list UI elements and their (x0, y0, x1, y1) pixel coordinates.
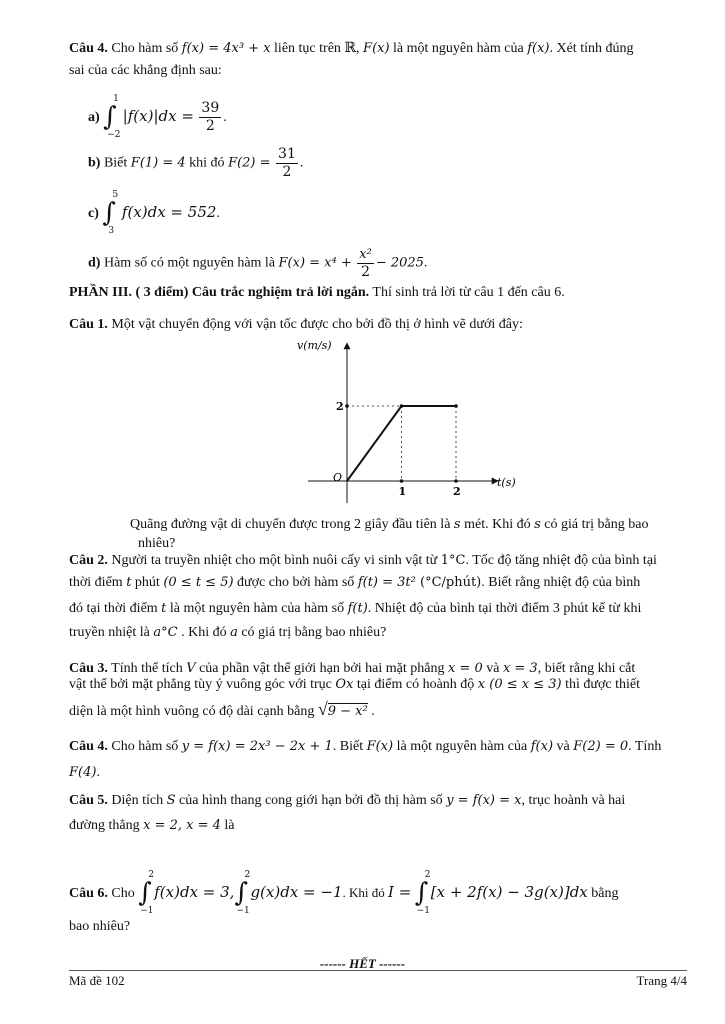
fraction (199, 100, 221, 135)
integral-lower: −1 (416, 906, 431, 916)
statement-label: c) (88, 206, 99, 221)
integral-lower: −2 (107, 130, 121, 140)
p2-text: . Tốc độ tăng nhiệt độ của bình tại (465, 553, 657, 568)
statement-label: a) (88, 110, 100, 125)
end-marker: ------ HẾT ------ (319, 956, 406, 971)
p4-text: là một nguyên hàm của (393, 739, 531, 754)
integral-sign: ∫ 2 −1 (138, 876, 154, 907)
velocity-segment (347, 406, 402, 481)
integral-upper: 2 (244, 870, 251, 880)
function: y = f(x) = x (446, 793, 522, 808)
data-point (400, 404, 404, 408)
variable-t: t (161, 601, 167, 616)
denominator: 2 (205, 118, 215, 135)
p4-title: Câu 4. (69, 739, 108, 754)
condition: F(1) = 4 (130, 155, 186, 171)
expression: f(x)dx = 552 (121, 203, 217, 221)
numerator: x² (359, 247, 372, 262)
p2-text: được cho bởi hàm số (233, 575, 358, 590)
p6-title: Câu 6. (69, 886, 108, 901)
denominator: 2 (282, 164, 292, 180)
target-value: F(4) (69, 765, 97, 780)
p2-line2 (69, 574, 640, 592)
q4-function: f(x) = 4x³ + x (181, 41, 271, 56)
q4-antiderivative: F(x) (363, 41, 390, 56)
footer-divider (69, 970, 687, 971)
integral-sign: ∫ 2 −1 (415, 876, 431, 907)
page-number: Trang 4/4 (636, 973, 687, 988)
integral-lower: −1 (140, 906, 154, 916)
tick-labels (336, 400, 461, 498)
q4-line1 (69, 40, 633, 58)
p2-text: là một nguyên hàm của hàm số (166, 601, 348, 616)
integral-expression: f(x)dx = 3, (154, 883, 235, 901)
p6-line2: bao nhiêu? (69, 919, 131, 934)
p3-text: của phần vật thể giới hạn bởi hai mặt phẳng (195, 661, 448, 676)
part3-title: PHẦN III. ( 3 điểm) Câu trắc nghiệm trả lời ngắn. (69, 285, 370, 300)
p4-line1 (69, 738, 661, 756)
statement-text: Hàm số có một nguyên hàm là (100, 255, 279, 271)
variable-a: a (230, 625, 238, 640)
numerator: 31 (278, 146, 296, 162)
integrand: |f(x)|dx = (122, 107, 194, 125)
p5-text: , trục hoành và hai (521, 793, 626, 808)
function-ref: f(t) (347, 601, 368, 616)
p4-text: . (96, 765, 100, 780)
expression: F(x) = x⁴ + (278, 255, 352, 271)
p3-text: . (367, 704, 375, 719)
p3-text: diện là một hình vuông có độ dài cạnh bằng (69, 704, 318, 719)
statement-label: b) (88, 155, 101, 171)
sqrt-sign: √ (317, 699, 328, 719)
p5-line1 (69, 792, 625, 810)
integral-lower: 3 (108, 226, 115, 236)
variable-t: t (126, 575, 132, 590)
statement-text: khi đó (185, 155, 229, 171)
variable-x: x (477, 677, 486, 692)
x-axis-label: t(s) (497, 476, 516, 489)
p5-line2 (69, 817, 235, 835)
p2-text: Người ta truyền nhiệt cho một bình nuôi cấy vi sinh vật từ (107, 553, 441, 568)
part3-description: Thí sinh trả lời từ câu 1 đến câu 6. (369, 285, 565, 300)
p3-line3 (69, 700, 375, 721)
integral-upper: 2 (424, 870, 431, 880)
plane-x3: x = 3 (502, 661, 538, 676)
p3-text: và (482, 661, 503, 676)
fraction (357, 246, 374, 281)
boundary-lines: x = 2, x = 4 (143, 818, 221, 833)
part3-heading (69, 284, 565, 302)
variable-s: s (534, 517, 541, 532)
q4-function-ref: f(x) (527, 41, 550, 56)
function-ref: f(x) (530, 739, 554, 754)
plane-x0: x = 0 (447, 661, 483, 676)
p2-title: Câu 2. (69, 553, 108, 568)
integral-expression: [x + 2f(x) − 3g(x)]dx (430, 883, 588, 901)
q4-text: là một nguyên hàm của (389, 41, 528, 56)
p6-text: Cho (107, 886, 139, 901)
integral-sign: ∫ 2 −1 (234, 876, 250, 907)
fraction (276, 146, 298, 181)
integral-upper: 2 (148, 870, 154, 880)
p2-text: . Nhiệt độ của bình tại thời điểm 3 phút kể từ khi (367, 601, 642, 616)
p5-text: của hình thang cong giới hạn bởi đồ thị hàm số (175, 793, 447, 808)
expression: − 2025 (375, 255, 424, 271)
exam-code: Mã đề 102 (69, 973, 125, 988)
p3-text: Tính thể tích (107, 661, 187, 676)
integral-expression: g(x)dx = −1 (250, 883, 343, 901)
q4-statement-d: d) Hàm số có một nguyên hàm là F(x) = x⁴ + $\frac{\text{x²}}{2}$ − 2025. (88, 247, 428, 280)
condition: F(2) = 0 (573, 739, 629, 754)
unit: (°C/phút) (415, 575, 482, 590)
p2-text: . Khi đó (177, 625, 231, 640)
p1-line1 (69, 316, 523, 334)
p4-text: Cho hàm số (107, 739, 182, 754)
p3-text: vật thể bởi mặt phẳng tùy ý vuông góc với trục (69, 677, 336, 692)
rate-function: f(t) = 3t² (357, 575, 416, 590)
denominator: 2 (361, 264, 370, 280)
axis-point (454, 479, 458, 483)
p4-line2 (69, 764, 100, 782)
y-axis-label: v(m/s) (297, 339, 332, 352)
q4-statement-c: c) ∫ 5 3 f(x)dx = 552. (88, 196, 220, 227)
p6-line1 (69, 870, 619, 916)
p1-question-end: nhiêu? (138, 536, 176, 551)
p1-text: Quãng đường vật di chuyển được trong 2 giây đầu tiên là (130, 517, 454, 532)
numerator: 39 (201, 100, 220, 117)
axis-point (400, 479, 404, 483)
p2-text: . Biết rằng nhiệt độ của bình (481, 575, 641, 590)
I-label: I = (388, 883, 412, 901)
radicand: 9 − x² (327, 704, 368, 719)
p3-title: Câu 3. (69, 661, 108, 676)
antiderivative: F(x) (366, 739, 394, 754)
integral-upper: 1 (113, 94, 119, 104)
p1-question (130, 516, 648, 534)
q4-text: . Xét tính đúng (549, 41, 634, 56)
statement-label: d) (88, 255, 101, 271)
p5-title: Câu 5. (69, 793, 108, 808)
q4-text: liên tục trên ℝ, (270, 41, 364, 56)
guide-lines (347, 406, 456, 481)
integral-sign: ∫ 1 −2 (103, 100, 119, 131)
p2-text: phút (131, 575, 164, 590)
p6-text: bằng (587, 886, 619, 901)
q4-statement-b: b) Biết F(1) = 4 khi đó F(2) = $\frac{31}{2}$ . (88, 146, 304, 180)
statement-text: Biết (100, 155, 131, 171)
integral-lower: −1 (236, 906, 250, 916)
p2-text: có giá trị bằng bao nhiêu? (237, 625, 387, 640)
q4-line2: sai của các khẳng định sau: (69, 63, 222, 78)
p4-text: . Tính (628, 739, 662, 754)
p2-line1 (69, 552, 657, 570)
q4-text: Cho hàm số (107, 41, 182, 56)
p2-text: đó tại thời điểm (69, 601, 162, 616)
velocity-time-chart (0, 333, 725, 503)
origin-label: O (333, 471, 343, 484)
function: y = f(x) = 2x³ − 2x + 1 (181, 739, 333, 754)
variable-V: V (186, 661, 196, 676)
p1-text: Một vật chuyển động với vận tốc được cho bởi đồ thị ở hình vẽ dưới đây: (107, 317, 523, 332)
integral-sign: ∫ 5 3 (102, 196, 118, 227)
integral-upper: 5 (112, 190, 119, 200)
p5-text: đường thẳng (69, 818, 144, 833)
x-tick-label: 2 (453, 485, 461, 498)
p4-text: và (553, 739, 574, 754)
domain-range: (0 ≤ t ≤ 5) (163, 575, 234, 590)
data-point (454, 404, 458, 408)
q4-statement-a: a) ∫ 1 −2 |f(x)|dx = $\frac{39}{2}$ . (88, 100, 227, 135)
p1-title: Câu 1. (69, 317, 108, 332)
p3-text: tại điểm có hoành độ (353, 677, 478, 692)
p4-text: . Biết (332, 739, 367, 754)
p6-text: . Khi đó (342, 885, 388, 900)
p3-line2 (69, 676, 640, 694)
p1-text: có giá trị bằng bao (540, 517, 649, 532)
p2-line4 (69, 624, 386, 642)
axis-Ox: Ox (335, 677, 354, 692)
axis-point (345, 404, 349, 408)
y-tick-label: 2 (336, 400, 344, 413)
q4-title: Câu 4. (69, 41, 108, 56)
p1-text: mét. Khi đó (460, 517, 535, 532)
variable-S: S (166, 793, 176, 808)
temperature-a: a°C (153, 625, 178, 640)
temperature: 1°C (440, 553, 466, 568)
x-tick-label: 1 (398, 485, 407, 498)
p2-text: truyền nhiệt là (69, 625, 154, 640)
p3-text: thì được thiết (561, 677, 640, 692)
domain-range: (0 ≤ x ≤ 3) (485, 677, 562, 692)
expression: F(2) = (228, 155, 271, 171)
variable-s: s (453, 517, 461, 532)
p2-text: thời điểm (69, 575, 127, 590)
p5-text: là (220, 818, 235, 833)
p2-line3 (69, 600, 641, 618)
p3-text: , biết rằng khi cắt (537, 661, 636, 676)
p5-text: Diện tích (107, 793, 167, 808)
